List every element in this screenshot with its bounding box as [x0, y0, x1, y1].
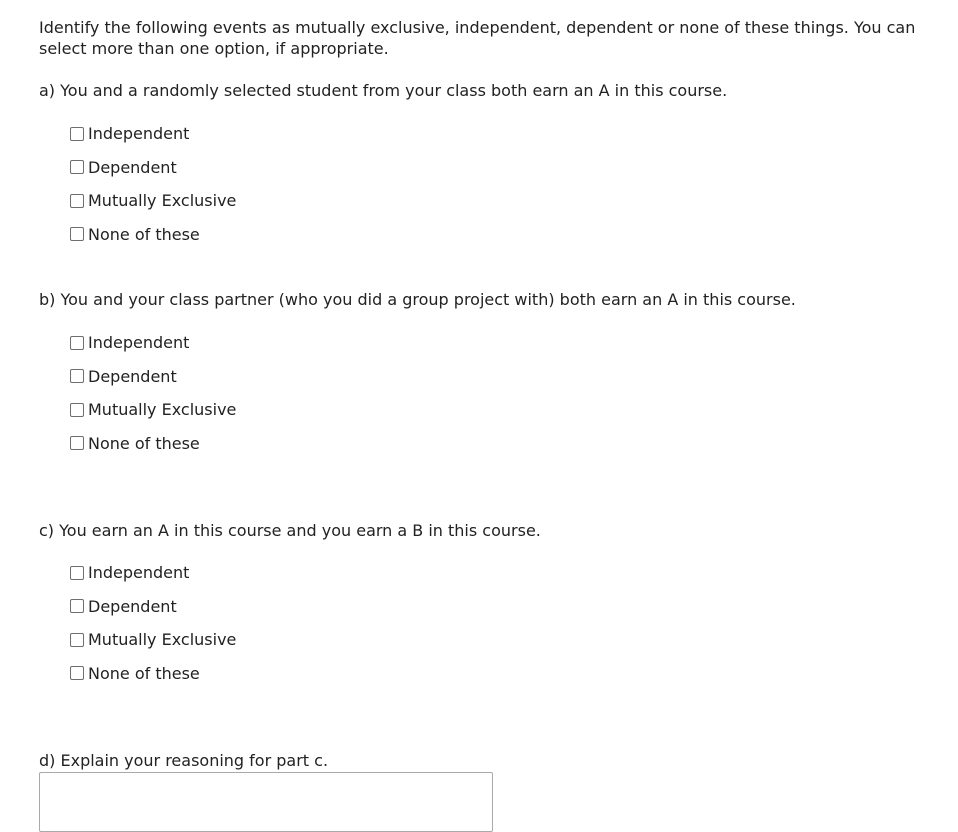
option-c-none[interactable]	[70, 657, 236, 691]
checkbox[interactable]	[70, 127, 84, 141]
options-b	[70, 326, 236, 460]
checkbox[interactable]	[70, 633, 84, 647]
checkbox[interactable]	[70, 369, 84, 383]
option-label: None of these	[88, 224, 200, 244]
question-b: b) You and your class partner (who you did a group project with) both earn an A in this course.	[39, 290, 796, 309]
checkbox[interactable]	[70, 336, 84, 350]
checkbox[interactable]	[70, 403, 84, 417]
option-label: None of these	[88, 663, 200, 683]
option-b-independent[interactable]	[70, 326, 236, 360]
checkbox[interactable]	[70, 599, 84, 613]
option-label: Independent	[88, 124, 190, 144]
option-c-dependent[interactable]	[70, 590, 236, 624]
question-a: a) You and a randomly selected student from your class both earn an A in this course.	[39, 81, 728, 100]
option-a-mutually-exclusive[interactable]	[70, 184, 236, 218]
option-c-independent[interactable]	[70, 556, 236, 590]
checkbox[interactable]	[70, 227, 84, 241]
answer-d-textarea[interactable]	[39, 772, 493, 832]
option-label: Mutually Exclusive	[88, 400, 237, 420]
option-a-dependent[interactable]	[70, 151, 236, 185]
checkbox[interactable]	[70, 160, 84, 174]
option-label: Mutually Exclusive	[88, 630, 237, 650]
checkbox[interactable]	[70, 436, 84, 450]
checkbox[interactable]	[70, 194, 84, 208]
option-b-mutually-exclusive[interactable]	[70, 393, 236, 427]
question-instructions: Identify the following events as mutually exclusive, independent, dependent or none of these things. You can select more than one option, if appropriate.	[39, 18, 916, 58]
question-d: d) Explain your reasoning for part c.	[39, 751, 329, 770]
option-label: Mutually Exclusive	[88, 191, 237, 211]
question-c: c) You earn an A in this course and you earn a B in this course.	[39, 521, 541, 540]
checkbox[interactable]	[70, 666, 84, 680]
option-a-none[interactable]	[70, 218, 236, 252]
option-label: Dependent	[88, 157, 177, 177]
options-a	[70, 117, 236, 251]
option-label: None of these	[88, 433, 200, 453]
option-label: Dependent	[88, 596, 177, 616]
option-label: Independent	[88, 333, 190, 353]
checkbox[interactable]	[70, 566, 84, 580]
option-b-dependent[interactable]	[70, 360, 236, 394]
option-b-none[interactable]	[70, 427, 236, 461]
option-a-independent[interactable]	[70, 117, 236, 151]
option-c-mutually-exclusive[interactable]	[70, 623, 236, 657]
options-c	[70, 556, 236, 690]
option-label: Dependent	[88, 366, 177, 386]
option-label: Independent	[88, 563, 190, 583]
